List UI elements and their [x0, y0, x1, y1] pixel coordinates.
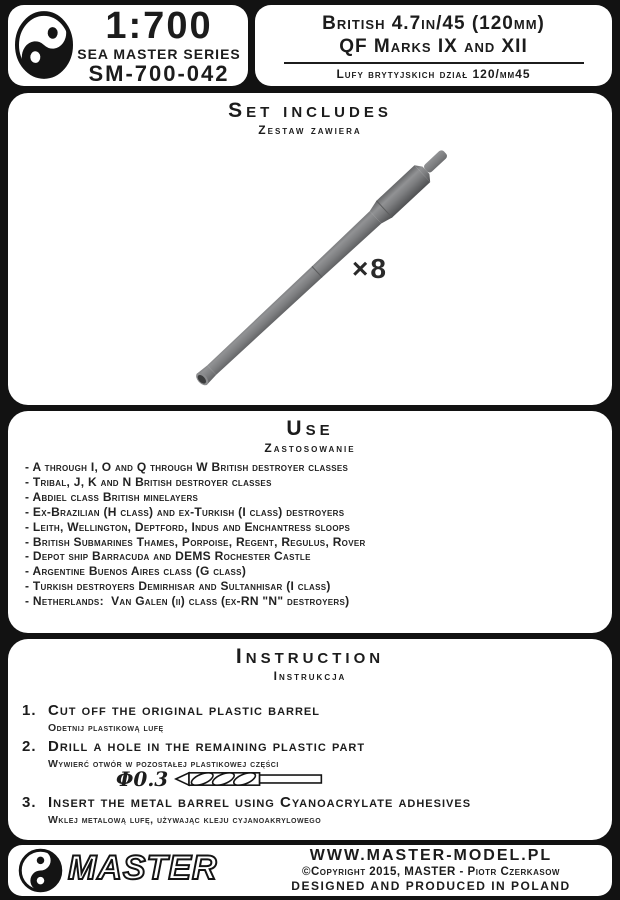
drill-bit-icon	[174, 767, 324, 791]
instruction-step-3	[22, 794, 471, 811]
step-text-en: Cut off the original plastic barrel	[48, 702, 320, 719]
use-list-item: - Abdiel class British minelayers	[25, 489, 199, 504]
use-list-item: - Ex-Brazilian (H class) and ex-Turkish (I class) destroyers	[25, 504, 345, 519]
origin-line: DESIGNED AND PRODUCED IN POLAND	[291, 879, 571, 893]
use-list-item: - Turkish destroyers Demirhisar and Sultanhisar (I class)	[25, 579, 331, 594]
drill-diagram-row	[116, 767, 324, 791]
use-list-item: - Netherlands: Van Galen (ii) class (ex-RN "N" destroyers)	[25, 594, 350, 609]
step-number: 2.	[22, 738, 37, 755]
use-list-item: - Depot ship Barracuda and DEMS Rochester Castle	[25, 549, 311, 564]
copyright-line: ©Copyright 2015, MASTER - Piotr Czerkasow	[302, 866, 560, 878]
master-logo-icon	[14, 10, 74, 80]
quantity-label: ×8	[352, 253, 388, 284]
use-list-item: - Tribal, J, K and N British destroyer classes	[25, 474, 272, 489]
product-code: SM-700-042	[88, 61, 230, 86]
gun-barrel-render	[8, 93, 612, 405]
use-list	[25, 460, 604, 609]
step-number: 3.	[22, 794, 37, 811]
step-text-en: Drill a hole in the remaining plastic part	[48, 738, 366, 755]
instruction-heading-polish: Instrukcja	[273, 669, 347, 683]
header-brand-panel	[8, 5, 248, 86]
product-title-line1: British 4.7in/45 (120mm)	[322, 13, 545, 34]
instruction-step-2-polish: Wywierć otwór w pozostałej plastikowej części	[48, 758, 279, 770]
brand-wordmark: MASTER	[68, 849, 218, 887]
instruction-step-1-polish: Odetnij plastikową lufę	[48, 722, 164, 734]
drill-diameter-label: Φ0.3	[116, 767, 169, 791]
use-list-item: - British Submarines Thames, Porpoise, Regent, Regulus, Rover	[25, 534, 366, 549]
product-title-line2: QF Marks IX and XII	[339, 36, 528, 57]
use-panel	[8, 411, 612, 633]
instruction-step-1	[22, 702, 320, 719]
master-logo-icon	[18, 848, 63, 893]
set-includes-panel	[8, 93, 612, 405]
website-url: WWW.MASTER-MODEL.PL	[309, 847, 553, 864]
brand-text-block	[74, 5, 244, 86]
title-divider	[284, 62, 584, 64]
instruction-panel	[8, 639, 612, 840]
step-number: 1.	[22, 702, 37, 719]
instruction-heading: Instruction	[235, 645, 385, 668]
series-label: SEA MASTER SERIES	[77, 46, 241, 62]
use-list-item: - Leith, Wellington, Deptford, Indus and Enchantress sloops	[25, 519, 351, 534]
use-list-item: - A through I, O and Q through W British destroyer classes	[25, 460, 349, 474]
instruction-step-2	[22, 738, 365, 755]
product-subtitle-polish: Lufy brytyjskich dział 120/mm45	[336, 67, 531, 81]
scale-label: 1:700	[105, 5, 213, 47]
footer-panel	[8, 845, 612, 896]
use-heading: Use	[286, 417, 334, 440]
use-list-item: - Argentine Buenos Aires class (G class)	[25, 564, 247, 579]
set-includes-heading: Set includes	[228, 99, 392, 122]
step-text-en: Insert the metal barrel using Cyanoacrylate adhesives	[48, 794, 472, 811]
set-includes-heading-polish: Zestaw zawiera	[258, 123, 362, 137]
instruction-step-3-polish: Wklej metalową lufę, używając kleju cyjanoakrylowego	[48, 814, 322, 826]
header-title-panel	[255, 5, 612, 86]
footer-info-block	[248, 847, 614, 893]
use-heading-polish: Zastosowanie	[264, 441, 356, 455]
